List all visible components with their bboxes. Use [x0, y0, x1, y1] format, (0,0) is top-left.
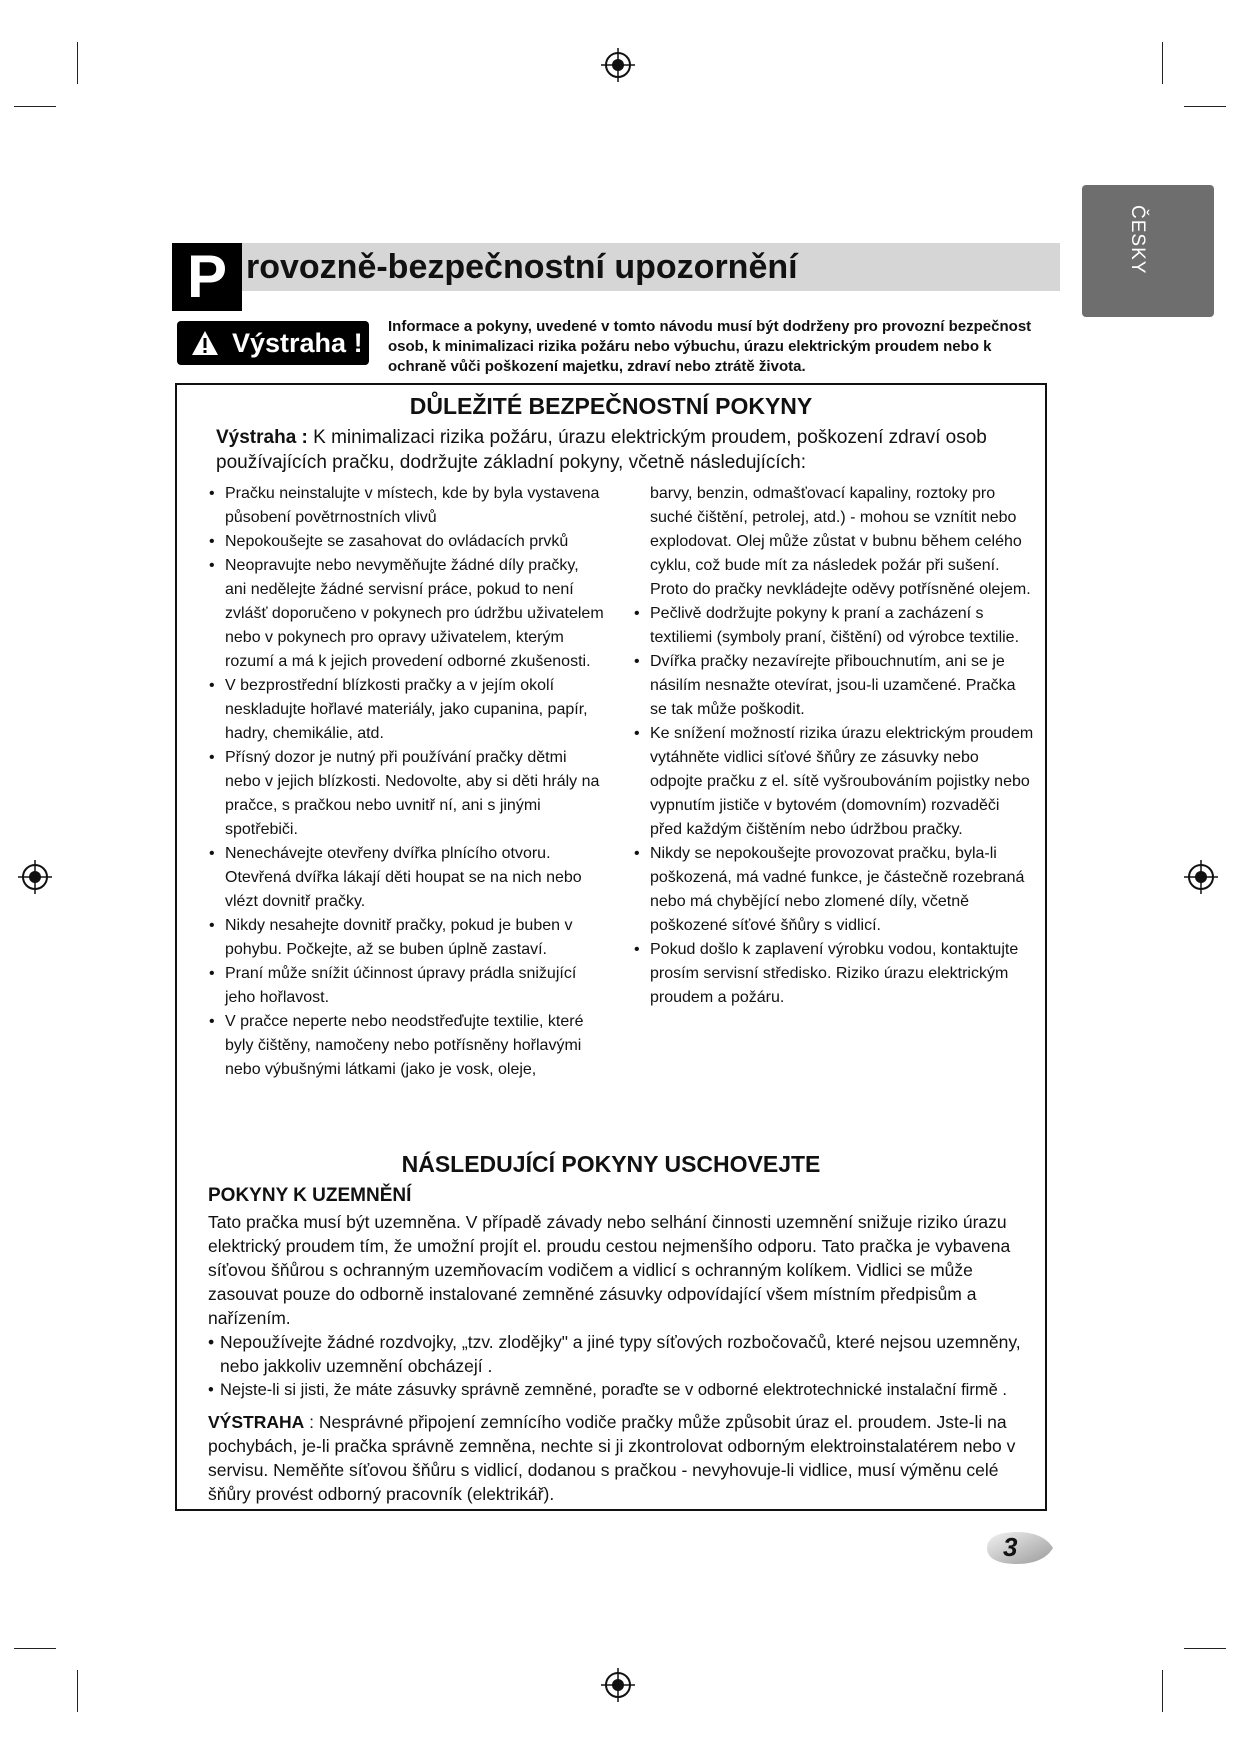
crop-mark: [1162, 1670, 1163, 1712]
intro-text: K minimalizaci rizika požáru, úrazu elektrickým proudem, poškození zdraví osob používajících pračku, dodržujte základní pokyny, včetně následujících:: [216, 427, 987, 473]
list-item: • Praní může snížit účinnost úpravy prádla snižující jeho hořlavost.: [209, 962, 604, 1010]
crop-mark: [1184, 106, 1226, 107]
grounding-bullet: • Nepoužívejte žádné rozdvojky, „tzv. zlodějky" a jiné typy síťových rozbočovačů, které nejsou uzemněny, nebo jakkoliv uzemnění obcházejí .: [208, 1330, 1043, 1378]
list-item: • Neopravujte nebo nevyměňujte žádné díly pračky, ani nedělejte žádné servisní práce, pokud to není zvlášť doporučeno v pokynech pro údržbu uživatelem nebo v pokynech pro opravy uživatelem, kterým rozumí a má k jejich provedení odborné zkušenosti.: [209, 554, 604, 674]
warning-triangle-icon: [191, 330, 219, 356]
right-column: [634, 482, 1034, 1010]
list-item-continuation: barvy, benzin, odmašťovací kapaliny, roztoky pro suché čištění, petrolej, atd.) - mohou se vznítit nebo explodovat. Olej může zůstat v bubnu během celého cyklu, což bude mít za následek požár při sušení. Proto do pračky nevkládejte oděvy potřísněné olejem.: [650, 485, 1031, 598]
registration-mark-icon: [601, 48, 635, 82]
crop-mark: [14, 1648, 56, 1649]
list-item: • V bezprostřední blízkosti pračky a v jejím okolí neskladujte hořlavé materiály, jako cupanina, papír, hadry, chemikálie, atd.: [209, 674, 604, 746]
list-item: • Nikdy se nepokoušejte provozovat pračku, byla-li poškozená, má vadné funkce, je částečně rozebraná nebo má chybějící nebo zlomené díly, včetně poškozené síťové šňůry s vidlicí.: [634, 842, 1034, 938]
title-initial: P: [172, 243, 242, 311]
intro-paragraph: [216, 425, 1016, 475]
registration-mark-icon: [1184, 860, 1218, 894]
page-number-badge: [983, 1530, 1055, 1566]
crop-mark: [77, 1670, 78, 1712]
crop-mark: [77, 42, 78, 84]
grounding-heading: POKYNY K UZEMNĚNÍ: [208, 1185, 412, 1206]
list-item: • V pračce neperte nebo neodstřeďujte textilie, které byly čištěny, namočeny nebo potřísněny hořlavými nebo výbušnými látkami (jako je vosk, oleje,: [209, 1010, 604, 1082]
left-column: [209, 482, 604, 1082]
registration-mark-icon: [18, 860, 52, 894]
final-warning-label: VÝSTRAHA: [208, 1412, 305, 1432]
list-item: • Nenechávejte otevřeny dvířka plnícího otvoru. Otevřená dvířka lákají děti houpat se na nich nebo vlézt dovnitř pračky.: [209, 842, 604, 914]
crop-mark: [1184, 1648, 1226, 1649]
registration-mark-icon: [601, 1668, 635, 1702]
warning-badge: [177, 321, 369, 365]
crop-mark: [1162, 42, 1163, 84]
warning-label: Výstraha !: [232, 328, 363, 358]
page-number-shape-icon: [983, 1530, 1055, 1566]
list-item: • Dvířka pračky nezavírejte přibouchnutím, ani se je násilím nesnažte otevírat, jsou-li uzamčené. Pračka se tak může poškodit.: [634, 650, 1034, 722]
grounding-paragraph: Tato pračka musí být uzemněna. V případě závady nebo selhání činnosti uzemnění snižuje riziko úrazu elektrický proudem tím, že umožní projít el. proudu cestou nejmenšího odporu. Tato pračka je vybavena síťovou šňůrou s ochranným uzemňovacím vodičem a vidlicí s ochranným kolíkem. Vidlici se může zasouvat pouze do odborně instalované zemněné zásuvky odpovídající všem místním předpisům a nařízením.: [208, 1212, 1011, 1328]
warning-text: Informace a pokyny, uvedené v tomto návodu musí být dodrženy pro provozní bezpečnost osob, k minimalizaci rizika požáru nebo výbuchu, úrazu elektrickým proudem nebo k ochraně vůči poškození majetku, zdraví nebo ztrátě života.: [388, 318, 1032, 375]
list-item: • Pračku neinstalujte v místech, kde by byla vystavena působení povětrnostních vlivů: [209, 482, 604, 530]
list-item: • Pokud došlo k zaplavení výrobku vodou, kontaktujte prosím servisní středisko. Riziko úrazu elektrickým proudem a požáru.: [634, 938, 1034, 1010]
crop-mark: [14, 106, 56, 107]
language-tab-label: ČESKY: [1127, 205, 1148, 275]
keep-instructions-heading: NÁSLEDUJÍCÍ POKYNY USCHOVEJTE: [401, 1151, 821, 1177]
grounding-bullet: • Nejste-li si jisti, že máte zásuvky správně zemněné, poraďte se v odborné elektrotechnické instalační firmě .: [208, 1378, 1043, 1402]
important-heading: DŮLEŽITÉ BEZPEČNOSTNÍ POKYNY: [409, 393, 813, 419]
list-item: • Ke snížení možností rizika úrazu elektrickým proudem vytáhněte vidlici síťové šňůry ze zásuvky nebo odpojte pračku z el. sítě vyšroubováním pojistky nebo vypnutím jističe v bytovém (domovním) rozvaděči před každým čištěním nebo údržbou pračky.: [634, 722, 1034, 842]
page-title: rovozně-bezpečnostní upozornění: [246, 248, 798, 286]
list-item: • Nepokoušejte se zasahovat do ovládacích prvků: [209, 530, 604, 554]
page-number: 3: [1003, 1532, 1018, 1562]
intro-label: Výstraha :: [216, 427, 308, 448]
final-warning-text: : Nesprávné připojení zemnícího vodiče pračky může způsobit úraz el. proudem. Jste-li na pochybách, je-li pračka správně zemněna, nechte si ji zkontrolovat odborným elektroinstalatérem nebo v servisu. Neměňte síťovou šňůru s vidlicí, dodanou s pračkou - nevyhovuje-li vidlice, musí výměnu celé šňůry provést odborný pracovník (elektrikář).: [208, 1412, 1016, 1504]
list-item: • Přísný dozor je nutný při používání pračky dětmi nebo v jejich blízkosti. Nedovolte, aby si děti hrály na pračce, s pračkou nebo uvnitř ní, ani s jinými spotřebiči.: [209, 746, 604, 842]
language-tab: [1082, 185, 1214, 317]
final-warning-paragraph: [208, 1410, 1043, 1506]
list-item: • Pečlivě dodržujte pokyny k praní a zacházení s textiliemi (symboly praní, čištění) od výrobce textilie.: [634, 602, 1034, 650]
list-item: • Nikdy nesahejte dovnitř pračky, pokud je buben v pohybu. Počkejte, až se buben úplně zastaví.: [209, 914, 604, 962]
